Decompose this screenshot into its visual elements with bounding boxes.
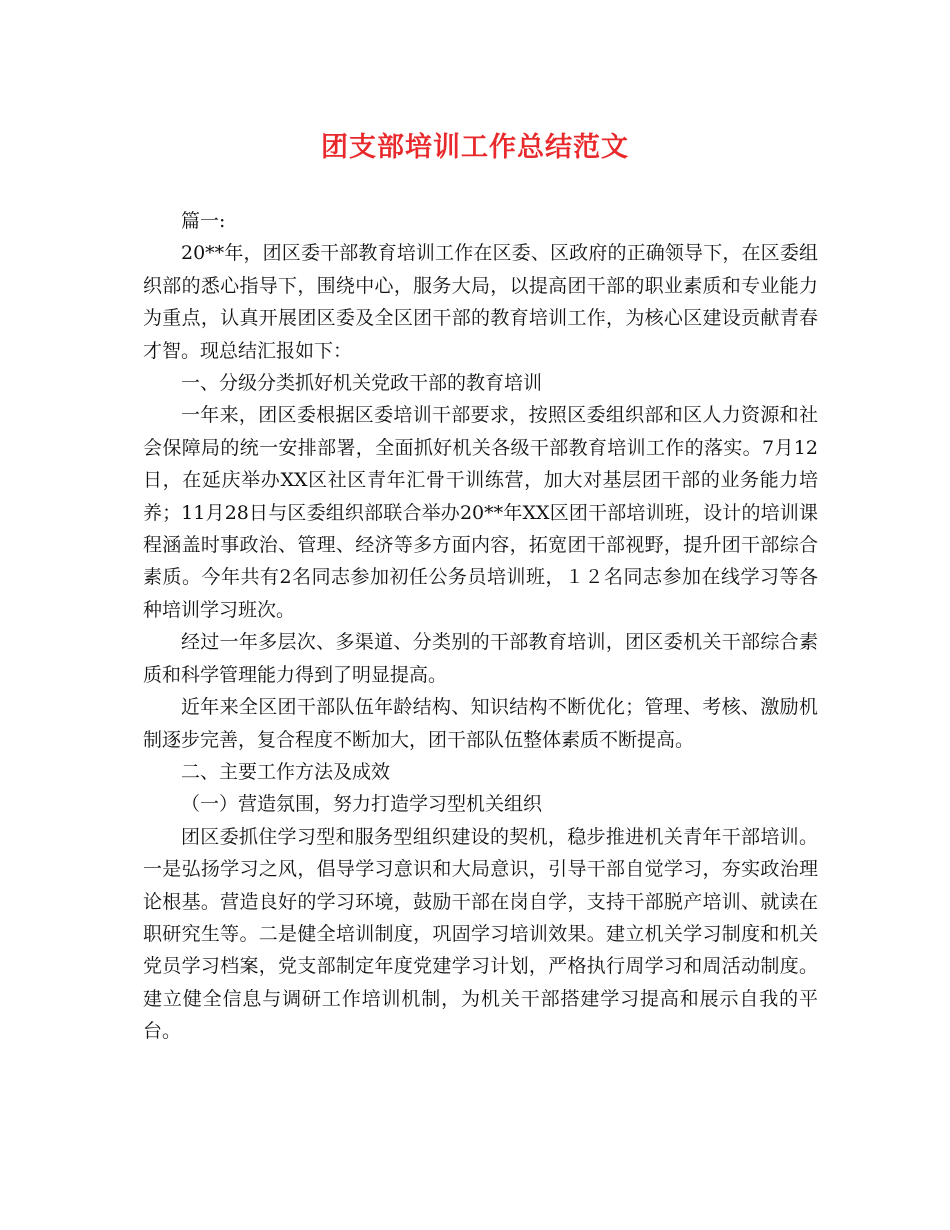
body-paragraph: 经过一年多层次、多渠道、分类别的干部教育培训，团区委机关干部综合素质和科学管理能力得到了明显提高。 — [143, 631, 818, 686]
section-label: 篇一: — [181, 210, 226, 232]
document-body — [143, 205, 818, 1048]
body-paragraph: 近年来全区团干部队伍年龄结构、知识结构不断优化；管理、考核、激励机制逐步完善，复合程度不断加大，团干部队伍整体素质不断提高。 — [143, 696, 818, 751]
body-paragraph: 一年来，团区委根据区委培训干部要求，按照区委组织部和区人力资源和社会保障局的统一安排部署，全面抓好机关各级干部教育培训工作的落实。7月12日，在延庆举办XX区社区青年汇骨干训练营，加大对基层团干部的业务能力培养；11月28日与区委组织部联合举办20**年XX区团干部培训班，设计的培训课程涵盖时事政治、管理、经济等多方面内容，拓宽团干部视野，提升团干部综合素质。今年共有2名同志参加初任公务员培训班，１２名同志参加在线学习等各种培训学习班次。 — [143, 404, 818, 621]
document-title: 团支部培训工作总结范文 — [321, 132, 629, 163]
section-heading-2: 二、主要工作方法及成效 — [181, 760, 391, 783]
subsection-heading-1: （一）营造氛围，努力打造学习型机关组织 — [181, 793, 543, 816]
intro-paragraph: 20**年，团区委干部教育培训工作在区委、区政府的正确领导下，在区委组织部的悉心指导下，围绕中心，服务大局，以提高团干部的职业素质和专业能力为重点，认真开展团区委及全区团干部的教育培训工作，为核心区建设贡献青春才智。现总结汇报如下： — [143, 242, 818, 362]
section-heading-1: 一、分级分类抓好机关党政干部的教育培训 — [181, 372, 543, 395]
body-paragraph: 团区委抓住学习型和服务型组织建设的契机，稳步推进机关青年干部培训。一是弘扬学习之风，倡导学习意识和大局意识，引导干部自觉学习，夯实政治理论根基。营造良好的学习环境，鼓励干部在岗自学，支持干部脱产培训、就读在职研究生等。二是健全培训制度，巩固学习培训效果。建立机关学习制度和机关党员学习档案，党支部制定年度党建学习计划，严格执行周学习和周活动制度。建立健全信息与调研工作培训机制，为机关干部搭建学习提高和展示自我的平台。 — [143, 825, 818, 1043]
